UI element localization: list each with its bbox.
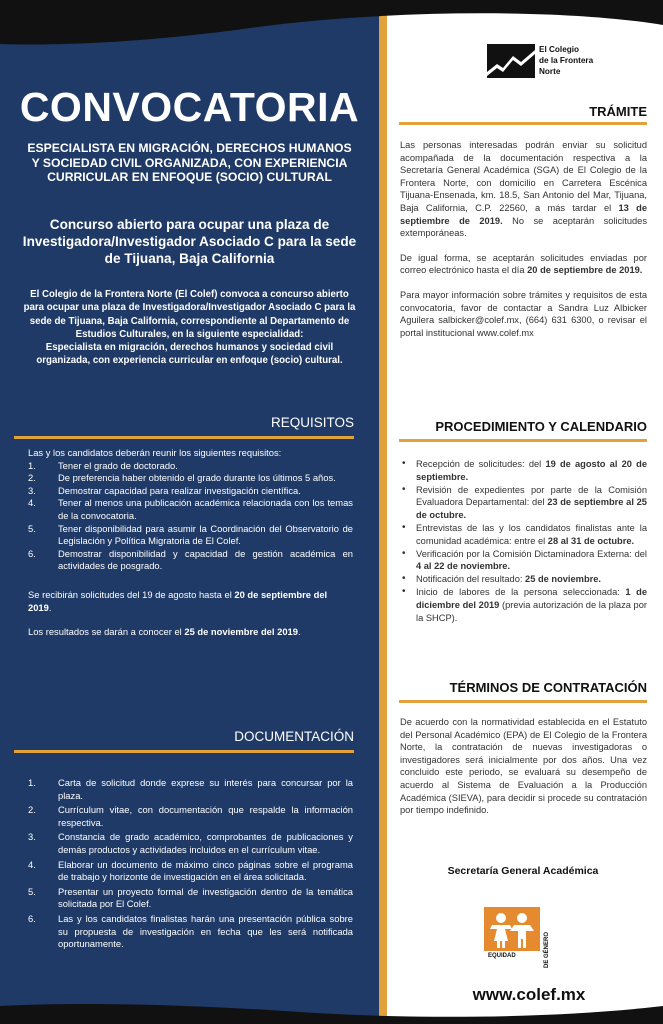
requisitos-divider (14, 436, 354, 439)
resultados-text: Los resultados se darán a conocer el 25 de noviembre del 2019. (28, 626, 301, 638)
list-item: • Notificación del resultado: 25 de noviembre. (400, 573, 647, 586)
documentacion-divider (14, 750, 354, 753)
page-title: CONVOCATORIA (19, 84, 360, 130)
list-item: 5. Tener disponibilidad para asumir la Coordinación del Observatorio de Legislación y Política Migratoria de El Colef. (28, 522, 353, 547)
list-item: • Verificación por la Comisión Dictaminadora Externa: del 4 al 22 de noviembre. (400, 548, 647, 573)
equidad-label: EQUIDAD (488, 953, 516, 959)
documentacion-heading: DOCUMENTACIÓN (234, 729, 354, 744)
tramite-body (400, 139, 647, 339)
list-item: 2. De preferencia haber obtenido el grado durante los últimos 5 años. (28, 472, 336, 484)
intro-text (22, 288, 357, 368)
tramite-heading: TRÁMITE (589, 104, 647, 119)
list-item: • Inicio de labores de la persona seleccionada: 1 de diciembre del 2019 (previa autorización de la plaza por la SHCP). (400, 586, 647, 624)
list-item: 4. Tener al menos una publicación académica relacionada con los temas de la convocatoria. (28, 497, 353, 521)
documentacion-body (28, 777, 353, 951)
procedimiento-heading: PROCEDIMIENTO Y CALENDARIO (435, 419, 647, 434)
requisitos-heading: REQUISITOS (270, 415, 354, 430)
intro-paragraph: El Colegio de la Frontera Norte (El Colef) convoca a concurso abierto para ocupar una plaza de Investigadora/Investigador Asociado C para la sede de Tijuana, Baja California, correspondiente al Departamento de Estudios Culturales, en la siguiente especialidad: (23, 289, 356, 340)
list-item: 3. Demostrar capacidad para realizar investigación científica. (28, 484, 301, 496)
list-item: 6. Las y los candidatos finalistas harán una presentación pública sobre su propuesta de investigación en fecha que les será notificada oportunamente. (28, 912, 353, 950)
list-item: • Entrevistas de las y los candidatos finalistas ante la comunidad académica: entre el 28 al 31 de octubre. (400, 522, 647, 547)
list-item: 6. Demostrar disponibilidad y capacidad de gestión académica en actividades de posgrado. (28, 547, 353, 572)
list-item: 1. Carta de solicitud donde exprese su interés para concursar por la plaza. (28, 777, 353, 801)
list-item: 4. Elaborar un documento de máximo cinco páginas sobre el programa de trabajo y horizonte de investigación en el área solicitada. (28, 858, 353, 883)
secretaria-label: Secretaría General Académica (447, 865, 599, 877)
list-item: 2. Currículum vitae, con documentación que respalde la información respectiva. (28, 804, 353, 828)
concurso-heading: Concurso abierto para ocupar una plaza de Investigadora/Investigador Asociado C para la sede de Tijuana, Baja California (22, 217, 357, 266)
requisitos-lead: Las y los candidatos deberán reunir los siguientes requisitos: (28, 447, 282, 458)
list-item: 3. Constancia de grado académico, comprobantes de publicaciones y demás productos y actividades incluidos en el currículum vitae. (28, 831, 353, 855)
list-item: • Recepción de solicitudes: del 19 de agosto al 20 de septiembre. (400, 458, 647, 483)
terminos-text: De acuerdo con la normatividad establecida en el Estatuto del Personal Académico (EPA) de El Colegio de la Frontera Norte, la contratación de nuevas investigadoras o investigadores será inicialmente por dos años. Una vez concluido este periodo, se evaluará su desempeño de acuerdo al Sistema de Evaluación a la Producción Académica (SIEVA), para decidir si procede su contratación por tiempo indefinido. (400, 717, 647, 816)
tramite-email-paragraph: De igual forma, se aceptarán solicitudes enviadas por correo electrónico hasta el día 20 de septiembre de 2019. (400, 252, 647, 276)
list-item: • Revisión de expedientes por parte de la Comisión Evaluadora Departamental: del 23 de septiembre al 25 de octubre. (400, 484, 647, 522)
list-item: 1. Tener el grado de doctorado. (28, 459, 178, 471)
documentacion-list (28, 777, 353, 951)
procedimiento-divider (399, 439, 647, 442)
tramite-contact-paragraph: Para mayor información sobre trámites y requisitos de esta convocatoria, favor de contactar a Sandra Luz Albicker Aguilera salbicker@colef.mx, (664) 631 6300, o revisar el portal institucional www.colef.mx (400, 289, 647, 338)
terminos-divider (399, 700, 647, 703)
terminos-heading: TÉRMINOS DE CONTRATACIÓN (449, 680, 647, 695)
logo-text: El Colegio de la Frontera Norte (539, 45, 594, 76)
tramite-paragraph: Las personas interesadas podrán enviar su solicitud acompañada de la documentación respectiva a la Secretaría General Académica (SGA) de El Colegio de la Frontera Norte, con domicilio en Carretera Escénica Tijuana-Ensenada, km. 18.5, San Antonio del Mar, Tijuana, Baja California, C.P. 22560, a más tardar el 13 de septiembre de 2019. No se aceptarán solicitudes extemporáneas. (400, 140, 647, 239)
requisitos-body (28, 447, 353, 639)
intro-specialty: Especialista en migración, derechos humanos y sociedad civil organizada, con experiencia curricular en enfoque (socio) cultural. (36, 342, 343, 367)
procedimiento-list (400, 458, 647, 625)
requisitos-list (28, 460, 353, 573)
tramite-divider (399, 122, 647, 125)
gold-divider-bar (379, 0, 387, 1024)
recibiran-text: Se recibirán solicitudes del 19 de agosto hasta el 20 de septiembre del 2019. (28, 588, 328, 613)
genero-label: DE GÉNERO (544, 931, 550, 968)
list-item: 5. Presentar un proyecto formal de investigación dentro de la temática solicitada por El Colef. (28, 885, 353, 910)
subtitle: ESPECIALISTA EN MIGRACIÓN, DERECHOS HUMANOS Y SOCIEDAD CIVIL ORGANIZADA, CON EXPERIENCIA CURRICULAR EN ENFOQUE (SOCIO) CULTURAL (27, 141, 352, 185)
website-link[interactable]: www.colef.mx (472, 985, 586, 1004)
